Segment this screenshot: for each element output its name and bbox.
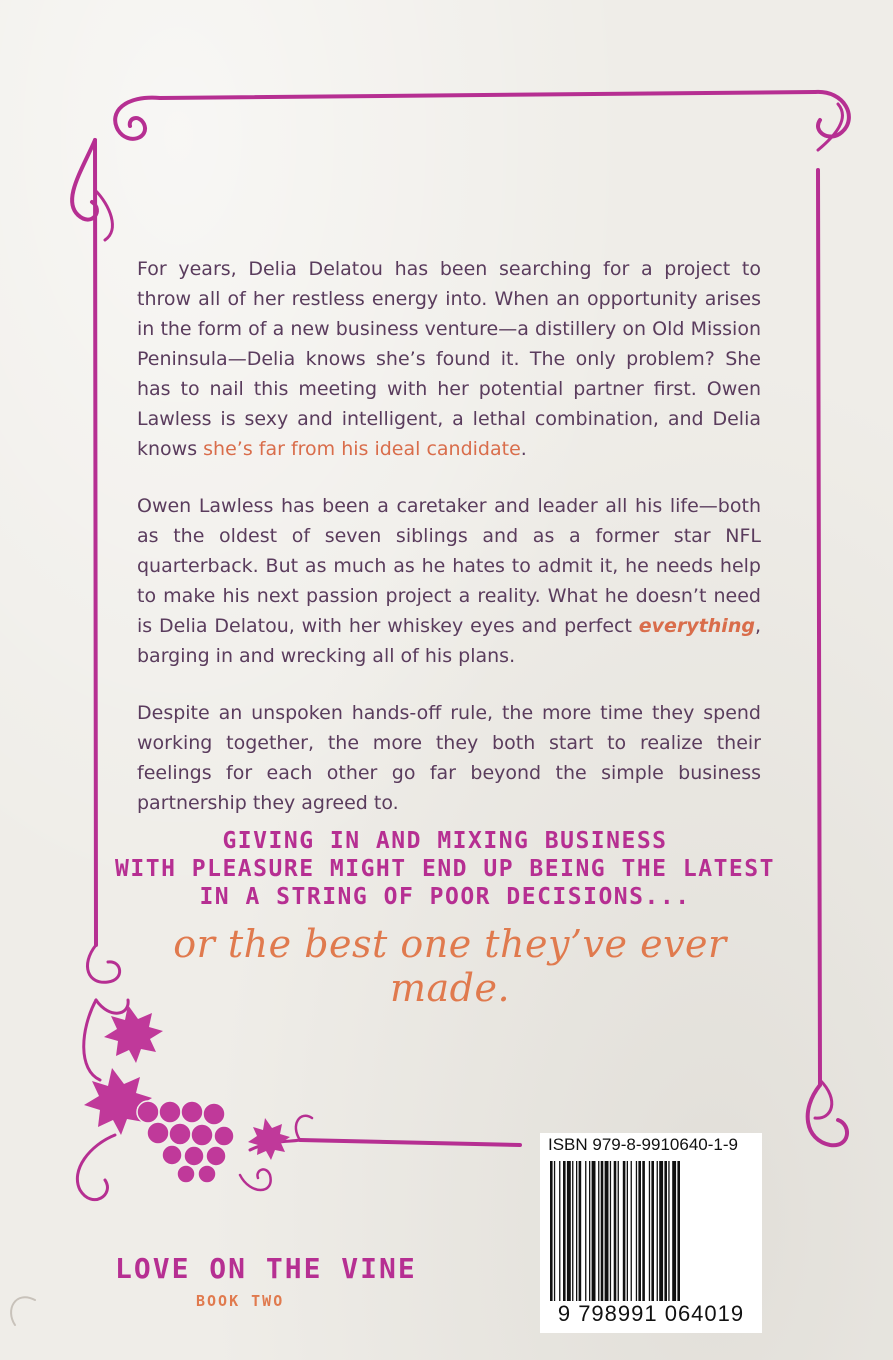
blurb-paragraph-2 xyxy=(137,491,761,671)
tagline-script: or the best one they’ve ever made. xyxy=(173,922,727,1010)
tagline-line-3: IN A STRING OF POOR DECISIONS... xyxy=(199,884,691,910)
book-blurb xyxy=(137,254,761,845)
blurb-text: For years, Delia Delatou has been searching for a project to throw all of her restless energy into. When an opportunity arises in the form of a new business venture—a distillery on Old Mission Peninsula—Delia knows she’s found it. The only problem? She has to nail this meeting with her potential partner first. Owen Lawless is sexy and intelligent, a lethal combination, and Delia knows xyxy=(137,258,761,460)
blurb-highlight: she’s far from his ideal candidate xyxy=(203,438,521,460)
series-book-number: BOOK TWO xyxy=(196,1292,285,1310)
isbn-barcode xyxy=(540,1133,762,1333)
blurb-paragraph-1 xyxy=(137,254,761,464)
barcode-bars xyxy=(550,1161,752,1301)
grape-cluster xyxy=(137,1101,234,1183)
blurb-paragraph-3: Despite an unspoken hands-off rule, the more time they spend working together, the more they both start to realize their feelings for each other go far beyond the simple business partnership they agreed to. xyxy=(137,702,761,814)
blurb-emphasis: everything xyxy=(638,615,755,637)
blurb-text: Owen Lawless has been a caretaker and leader all his life—both as the oldest of seven siblings and as a former star NFL quarterback. But as much as he hates to admit it, he needs help to make his next passion project a reality. What he doesn’t need is Delia Delatou, with her whiskey eyes and perfect xyxy=(137,495,761,637)
tagline-line-2: WITH PLEASURE MIGHT END UP BEING THE LATEST xyxy=(115,856,775,882)
isbn-label: ISBN 979-8-9910640-1-9 xyxy=(548,1135,738,1154)
tagline-line-1: GIVING IN AND MIXING BUSINESS xyxy=(222,828,668,854)
blurb-text: . xyxy=(520,438,527,460)
blurb-text: , barging in and wrecking all of his plans. xyxy=(137,615,761,667)
series-title: LOVE ON THE VINE xyxy=(115,1252,417,1285)
barcode-digits: 9 798991 064019 xyxy=(557,1301,745,1326)
